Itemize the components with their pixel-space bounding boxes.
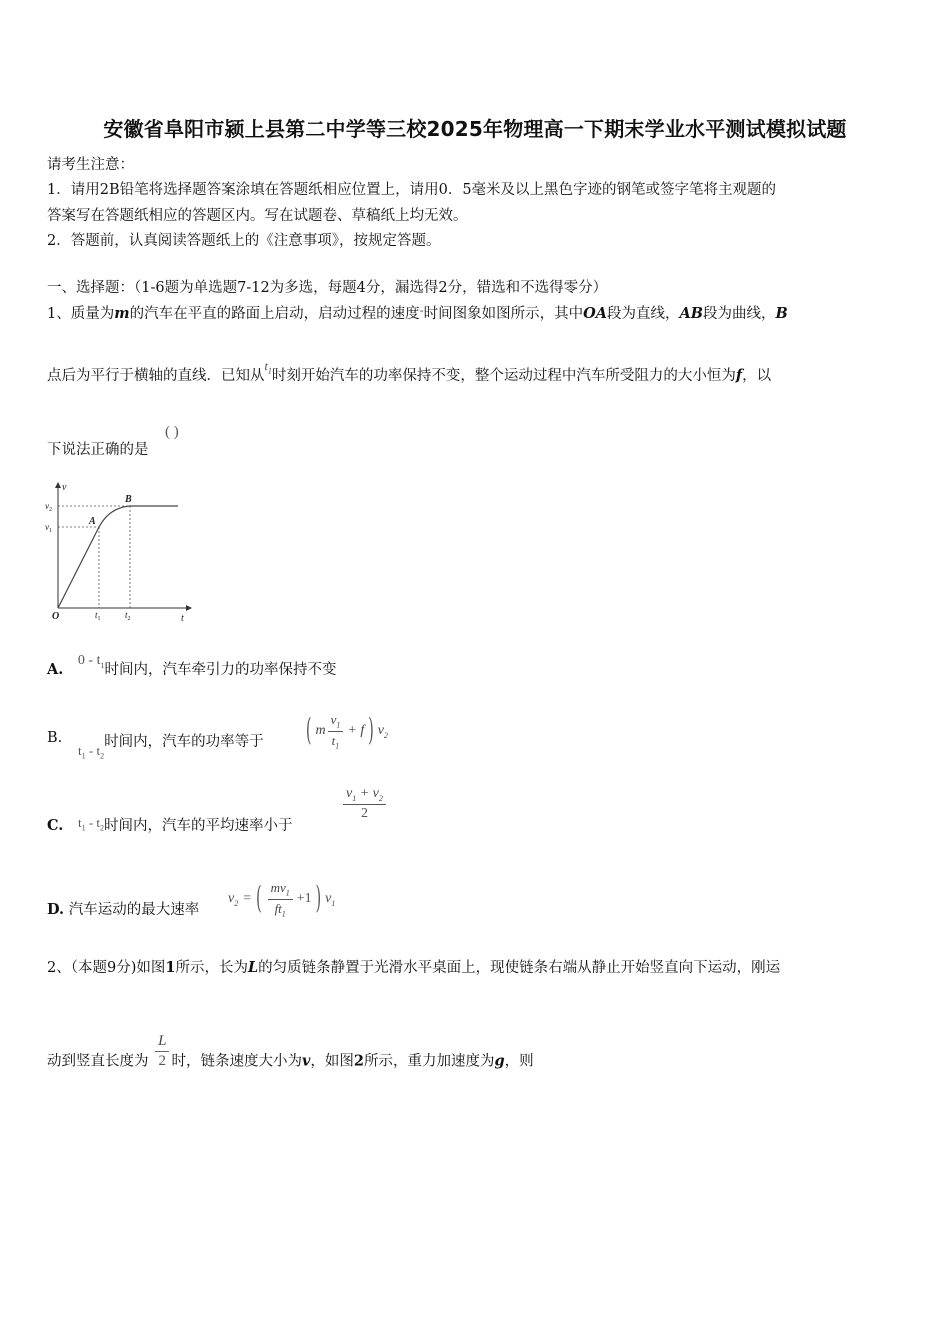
t-axis-arrow: [186, 605, 192, 611]
notice-heading: 请考生注意：: [47, 157, 134, 173]
q1-option-A: A. $0 - t_1$时间内，汽车牵引力的功率保持不变: [47, 653, 337, 678]
notice-item-1-line-1: 1．请用2B铅笔将选择题答案涂填在答题纸相应位置上，请用0．5毫米及以上黑色字迹的钢笔或签字笔将主观题的: [47, 182, 777, 198]
t-axis-label: t: [181, 613, 184, 624]
q1-option-B-formula: ( m $\frac{v_1}{t_1}$ + f ) $v_2$: [306, 711, 388, 751]
segment-AB: [99, 506, 130, 527]
v1-label: $v_1$: [45, 522, 52, 534]
q2-line-1: 2、（本题9分)如图1所示，长为L的匀质链条静置于光滑水平桌面上，现使链条右端从静止开始竖直向下运动，刚运: [47, 959, 781, 976]
point-A-label: A: [89, 516, 96, 527]
option-A-label: A.: [47, 661, 64, 678]
q1-option-D-formula: $v_2$ = ( $\frac{mv_1}{ft_1}$ +1 ) $v_1$: [228, 879, 336, 919]
segment-OA: [58, 527, 99, 608]
option-D-label: D.: [47, 901, 65, 918]
q1-line-2: 点后为平行于横轴的直线．已知从$^{t_1}$时刻开始汽车的功率保持不变，整个运动过程中汽车所受阻力的大小恒为f，以: [47, 359, 772, 384]
notice-item-2: 2．答题前，认真阅读答题纸上的《注意事项》，按规定答题。: [47, 233, 441, 249]
q1-option-B-label: B.: [47, 730, 63, 746]
notice-item-1-line-2: 答案写在答题纸相应的答题区内。写在试题卷、草稿纸上均无效。: [47, 208, 468, 224]
q1-line-3: 下说法正确的是: [47, 442, 149, 458]
q1-option-C: C. $t_1 - t_2$时间内，汽车的平均速率小于: [47, 815, 293, 834]
origin-label: O: [52, 611, 60, 622]
q1-line-1: 1、质量为m的汽车在平直的路面上启动，启动过程的速度-时间图象如图所示，其中OA段为直线，AB段为曲线，B: [47, 303, 788, 322]
velocity-time-graph: [40, 478, 200, 626]
q2-line-2: 动到竖直长度为 $\frac{L}{2}$ 时，链条速度大小为v，如图2所示，重力加速度为g，则: [47, 1033, 534, 1070]
page-title: 安徽省阜阳市颍上县第二中学等三校2025年物理高一下期末学业水平测试模拟试题: [103, 117, 847, 141]
t2-label: $t_2$: [125, 610, 131, 622]
answer-blank: ( ): [165, 424, 179, 440]
q1-option-B: $t_1 - t_2$时间内，汽车的功率等于: [78, 734, 264, 761]
option-C-label: C.: [47, 817, 64, 834]
v-axis-label: v: [62, 482, 67, 493]
point-B-label: B: [125, 494, 132, 505]
q1-option-C-formula: $\frac{v_1 + v_2}{2}$: [343, 786, 386, 822]
section-1-heading: 一、选择题：（1-6题为单选题7-12为多选，每题4分，漏选得2分，错选和不选得零分）: [47, 280, 608, 296]
t1-label: $t_1$: [95, 610, 101, 622]
v-axis-arrow: [55, 482, 61, 488]
v2-label: $v_2$: [45, 501, 52, 513]
q1-option-D: D. 汽车运动的最大速率: [47, 901, 200, 918]
